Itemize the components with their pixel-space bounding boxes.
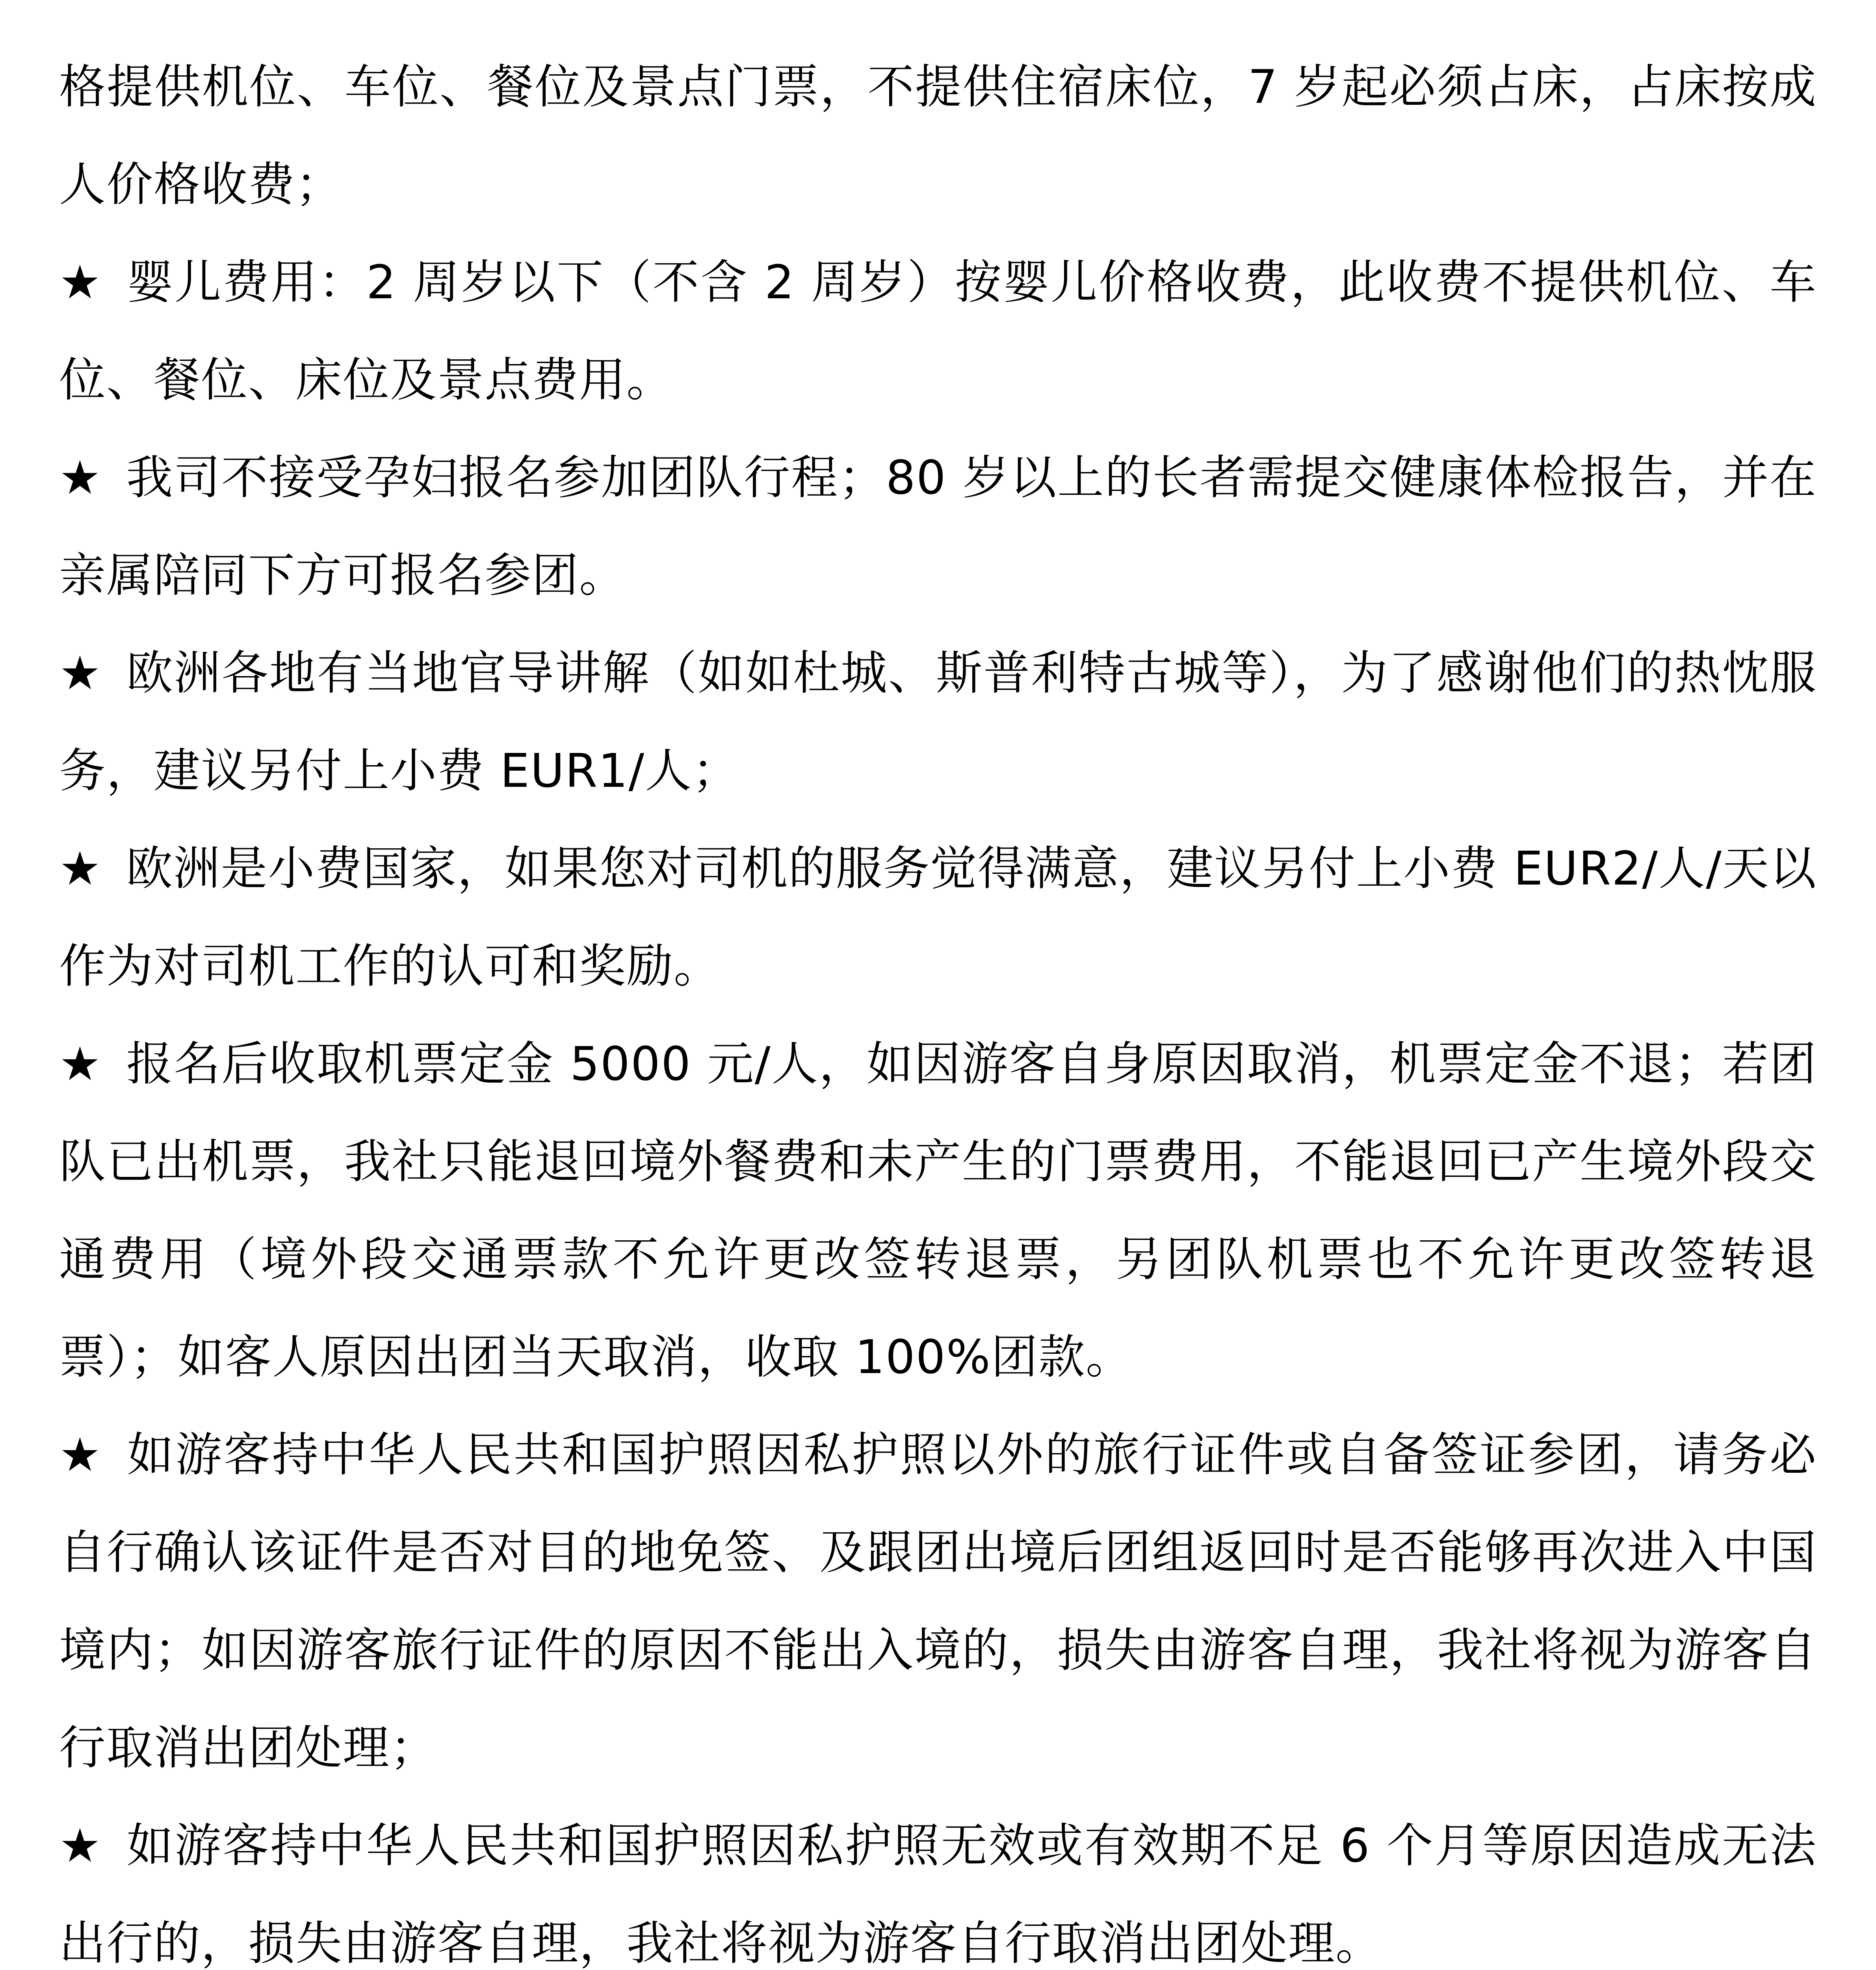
paragraph-text: 如游客持中华人民共和国护照因私护照无效或有效期不足 6 个月等原因造成无法出行的，损失由游客自理，我社将视为游客自行取消出团处理。 bbox=[59, 1818, 1817, 1970]
paragraph-travel-documents bbox=[59, 1406, 1817, 1797]
star-bullet-icon: ★ bbox=[59, 1427, 102, 1482]
paragraph-driver-tip bbox=[59, 820, 1817, 1015]
paragraph-text: 婴儿费用：2 周岁以下（不含 2 周岁）按婴儿价格收费，此收费不提供机位、车位、餐位、床位及景点费用。 bbox=[59, 255, 1817, 407]
paragraph-text: 我司不接受孕妇报名参加团队行程；80 岁以上的长者需提交健康体检报告，并在亲属陪同下方可报名参团。 bbox=[59, 450, 1817, 602]
paragraph-text: 报名后收取机票定金 5000 元/人，如因游客自身原因取消，机票定金不退；若团队已出机票，我社只能退回境外餐费和未产生的门票费用，不能退回已产生境外段交通费用（境外段交通票款不允许更改签转退票，另团队机票也不允许更改签转退票）；如客人原因出团当天取消，收取 100%团款。 bbox=[59, 1037, 1817, 1384]
star-bullet-icon: ★ bbox=[59, 1037, 102, 1091]
paragraph-deposit-cancellation bbox=[59, 1015, 1817, 1406]
paragraph-text: 欧洲是小费国家，如果您对司机的服务觉得满意，建议另付上小费 EUR2/人/天以作为对司机工作的认可和奖励。 bbox=[59, 841, 1817, 993]
paragraph-local-guide-tip bbox=[59, 624, 1817, 820]
paragraph-text: 格提供机位、车位、餐位及景点门票，不提供住宿床位，7 岁起必须占床，占床按成人价格收费； bbox=[59, 59, 1817, 212]
star-bullet-icon: ★ bbox=[59, 1818, 102, 1873]
paragraph-pregnancy-elderly bbox=[59, 429, 1817, 624]
paragraph-passport-validity bbox=[59, 1797, 1817, 1970]
star-bullet-icon: ★ bbox=[59, 255, 102, 309]
document-page bbox=[59, 38, 1817, 1970]
paragraph-infant-fee bbox=[59, 233, 1817, 429]
star-bullet-icon: ★ bbox=[59, 450, 102, 505]
paragraph-text: 如游客持中华人民共和国护照因私护照以外的旅行证件或自备签证参团，请务必自行确认该证件是否对目的地免签、及跟团出境后团组返回时是否能够再次进入中国境内；如因游客旅行证件的原因不能出入境的，损失由游客自理，我社将视为游客自行取消出团处理； bbox=[59, 1427, 1817, 1775]
star-bullet-icon: ★ bbox=[59, 841, 102, 896]
star-bullet-icon: ★ bbox=[59, 646, 102, 700]
paragraph-price-info bbox=[59, 38, 1817, 233]
paragraph-text: 欧洲各地有当地官导讲解（如如杜城、斯普利特古城等），为了感谢他们的热忱服务，建议另付上小费 EUR1/人； bbox=[59, 646, 1817, 798]
